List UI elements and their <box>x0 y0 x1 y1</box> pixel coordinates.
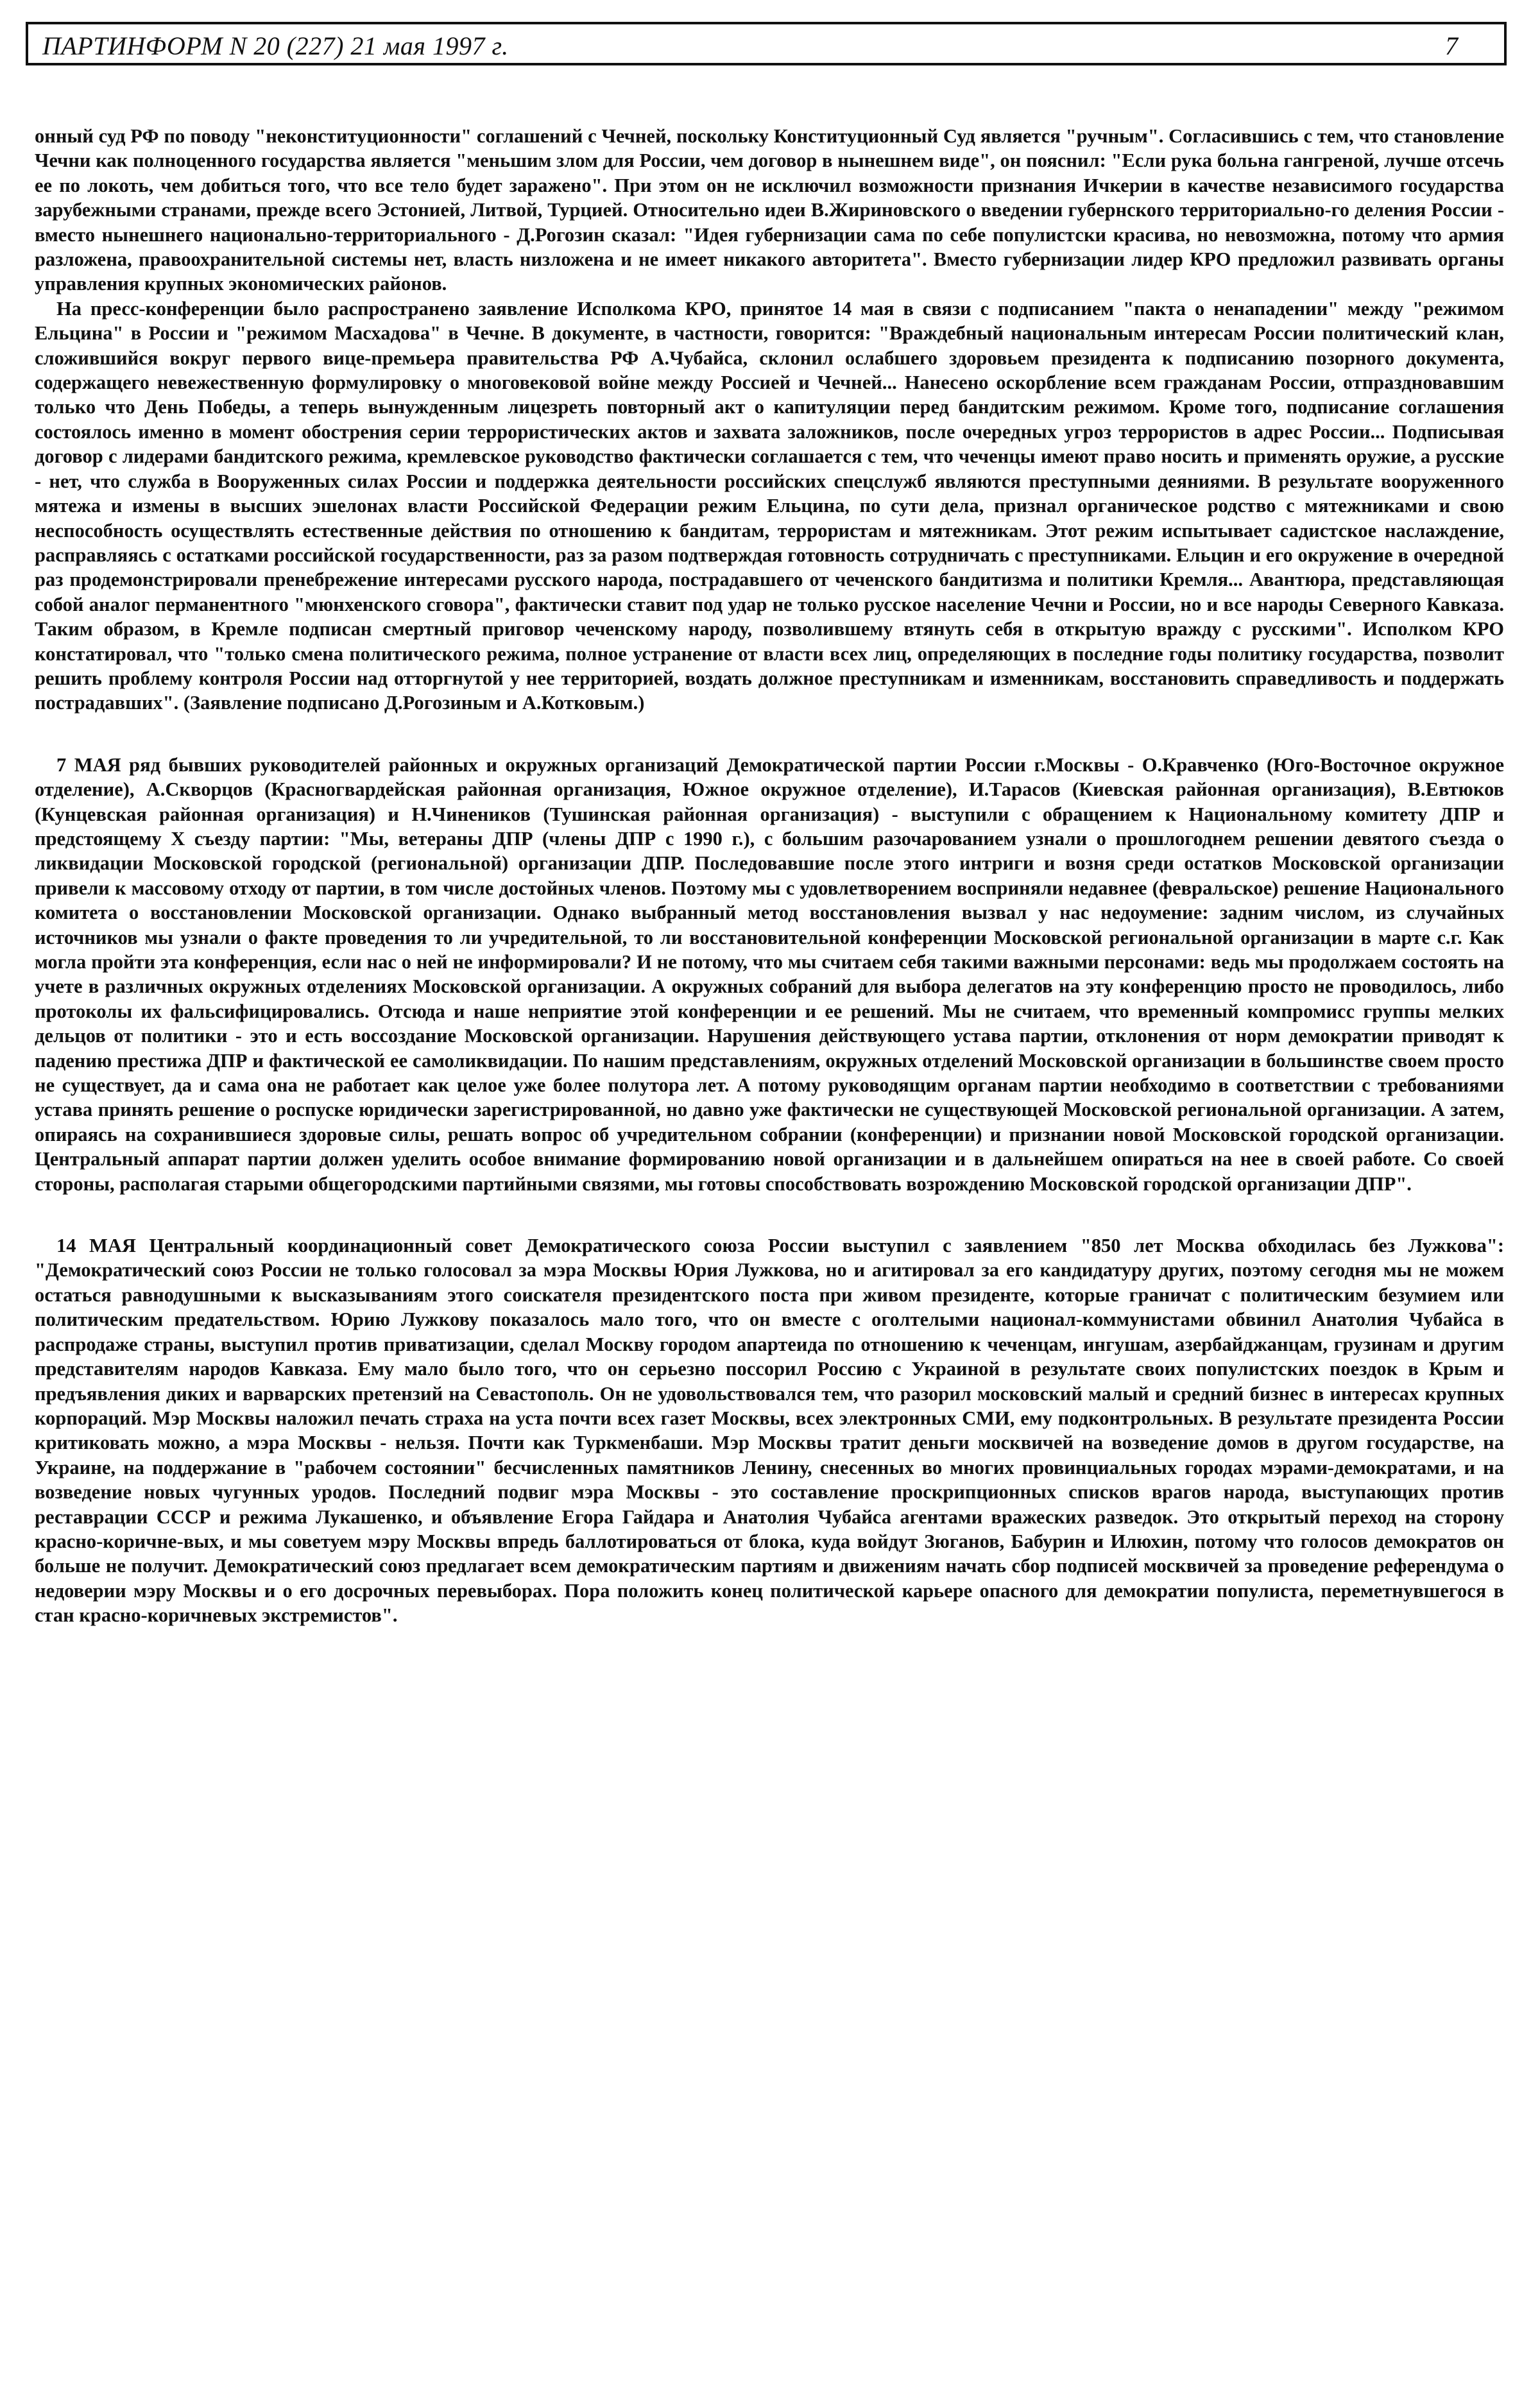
page-header <box>26 22 1507 65</box>
paragraph-ds-statement: 14 МАЯ Центральный координационный совет Демократического союза России выступил с заявлением "850 лет Москва обходилась без Лужкова": "Демократический союз России не только голосовал за мэра Москвы Юрия Лужкова, но и агитировал за его кандидатуру других, поэтому сегодня мы не можем остаться равнодушными к высказываниям этого соискателя президентского поста при живом президенте, которые граничат с политическим безумием или политическим предательством. Юрию Лужкову показалось мало того, что он вместе с оголтелыми национал-коммунистами обвинил Анатолия Чубайса в распродаже страны, выступил против приватизации, сделал Москву городом апартеида по отношению к чеченцам, ингушам, азербайджанцам, грузинам и другим представителям народов Кавказа. Ему мало было того, что он серьезно поссорил Россию с Украиной в результате своих популистских поездок в Крым и предъявления диких и варварских претензий на Севастополь. Он не удовольствовался тем, что разорил московский малый и средний бизнес в интересах крупных корпораций. Мэр Москвы наложил печать страха на уста почти всех газет Москвы, всех электронных СМИ, ему подконтрольных. В результате президента России критиковать можно, а мэра Москвы - нельзя. Почти как Туркменбаши. Мэр Москвы тратит деньги москвичей на возведение домов в другом государстве, на Украине, на поддержание в "рабочем состоянии" бесчисленных памятников Ленину, снесенных во многих провинциальных городах мэрами-демократами, и на возведение новых чугунных уродов. Последний подвиг мэра Москвы - это составление проскрипционных списков врагов народа, выступающих против реставрации СССР и режима Лукашенко, и объявление Егора Гайдара и Анатолия Чубайса агентами вражеских разведок. Это открытый переход на сторону красно-коричне-вых, и мы советуем мэру Москвы впредь баллотироваться от блока, куда войдут Зюганов, Бабурин и Илюхин, потому что голосов демократов он больше не получит. Демократический союз предлагает всем демократическим партиям и движениям начать сбор подписей москвичей за проведение референдума о недоверии мэру Москвы и о его досрочных перевыборах. Пора положить конец политической карьере опасного для демократии популиста, переметнувшегося в стан красно-коричневых экстремистов". <box>35 1235 1504 1627</box>
paragraph-continuation: онный суд РФ по поводу "неконституционности" соглашений с Чечней, поскольку Конституционный Суд является "ручным". Согласившись с тем, что становление Чечни как полноценного государства является "меньшим злом для России, чем договор в нынешнем виде", он пояснил: "Если рука больна гангреной, лучше отсечь ее по локоть, чем добиться того, что все тело будет заражено". При этом он не исключил возможности признания Ичкерии в качестве независимого государства зарубежными странами, прежде всего Эстонией, Литвой, Турцией. Относительно идеи В.Жириновского о введении губернского территориально-го деления России - вместо нынешнего национально-территориального - Д.Рогозин сказал: "Идея губернизации сама по себе популистски красива, но невозможна, потому что армия разложена, правоохранительной системы нет, власть низложена и не имеет никакого авторитета". Вместо губернизации лидер КРО предложил развивать органы управления крупных экономических районов. <box>35 125 1504 295</box>
paragraph-dpr-appeal: 7 МАЯ ряд бывших руководителей районных и окружных организаций Демократической партии России г.Москвы - О.Кравченко (Юго-Восточное окружное отделение), А.Скворцов (Красногвардейская районная организация, Южное окружное отделение), И.Тарасов (Киевская районная организация), В.Евтюков (Кунцевская районная организация) и Н.Чинеников (Тушинская районная организация) - выступили с обращением к Национальному комитету ДПР и предстоящему X съезду партии: "Мы, ветераны ДПР (члены ДПР с 1990 г.), с большим разочарованием узнали о прошлогоднем решении девятого съезда о ликвидации Московской городской (региональной) организации ДПР. Последовавшие после этого интриги и возня среди остатков Московской организации привели к массовому отходу от партии, в том числе достойных членов. Поэтому мы с удовлетворением восприняли недавнее (февральское) решение Национального комитета о восстановлении Московской организации. Однако выбранный метод восстановления вызвал у нас недоумение: задним числом, из случайных источников мы узнали о факте проведения то ли учредительной, то ли восстановительной конференции Московской региональной организации в марте с.г. Как могла пройти эта конференция, если нас о ней не информировали? И не потому, что мы считаем себя такими важными персонами: ведь мы продолжаем состоять на учете в различных окружных отделениях Московской организации. А окружных собраний для выбора делегатов на эту конференцию просто не проводилось, либо протоколы их фальсифицировались. Отсюда и наше неприятие этой конференции и ее решений. Мы не считаем, что временный компромисс группы мелких дельцов от политики - это и есть воссоздание Московской организации. Нарушения действующего устава партии, отклонения от норм демократии приводят к падению престижа ДПР и фактической ее самоликвидации. По нашим представлениям, окружных отделений Московской организации в большинстве своем просто не существует, да и сама она не работает как целое уже более полутора лет. А потому руководящим органам партии необходимо в соответствии с требованиями устава принять решение о роспуске юридически зарегистрированной, но давно уже фактически не существующей Московской региональной организации. А затем, опираясь на сохранившиеся здоровые силы, решать вопрос об учредительном собрании (конференции) и признании новой Московской городской организации. Центральный аппарат партии должен уделить особое внимание формированию новой организации и в дальнейшем опираться на нее в своей работе. Со своей стороны, располагая старыми общегородскими партийными связями, мы готовы способствовать возрождению Московской городской организации ДПР". <box>35 753 1504 1195</box>
article-body <box>35 124 1504 1628</box>
paragraph-kro-statement: На пресс-конференции было распространено заявление Исполкома КРО, принятое 14 мая в связи с подписанием "пакта о ненападении" между "режимом Ельцина" в России и "режимом Масхадова" в Чечне. В документе, в частности, говорится: "Враждебный национальным интересам России политический клан, сложившийся вокруг первого вице-премьера правительства РФ А.Чубайса, склонил ослабшего здоровьем президента к подписанию позорного документа, содержащего невежественную формулировку о многовековой войне между Россией и Чечней... Нанесено оскорбление всем гражданам России, отпраздновавшим только что День Победы, а теперь вынужденным лицезреть повторный акт о капитуляции перед бандитским режимом. Кроме того, подписание соглашения состоялось именно в момент обострения серии террористических актов и захвата заложников, после очередных угроз террористов в адрес России... Подписывая договор с лидерами бандитского режима, кремлевское руководство фактически соглашается с тем, что чеченцы имеют право носить и применять оружие, а русские - нет, что служба в Вооруженных силах России и поддержка деятельности российских спецслужб являются преступными деяниями. В результате вооруженного мятежа и измены в высших эшелонах власти Российской Федерации режим Ельцина, по сути дела, признал органическое родство с мятежниками и свою неспособность осуществлять естественные действия по отношению к бандитам, террористам и мятежникам. Этот режим испытывает садистское наслаждение, расправляясь с остатками российской государственности, раз за разом подтверждая готовность сотрудничать с преступниками. Ельцин и его окружение в очередной раз продемонстрировали пренебрежение интересами русского народа, пострадавшего от чеченского бандитизма и политики Кремля... Авантюра, представляющая собой аналог перманентного "мюнхенского сговора", фактически ставит под удар не только русское население Чечни и России, но и все народы Северного Кавказа. Таким образом, в Кремле подписан смертный приговор чеченскому народу, позволившему втянуть себя в открытую вражду с русскими". Исполком КРО констатировал, что "только смена политического режима, полное устранение от власти всех лиц, определяющих в последние годы политику государства, позволит решить проблему контроля России над отторгнутой у нее территорией, воздать должное преступникам и изменникам, восстановить справедливость и поддержать пострадавших". (Заявление подписано Д.Рогозиным и А.Котковым.) <box>35 297 1504 714</box>
page-number: 7 <box>1445 31 1458 60</box>
publication-title: ПАРТИНФОРМ N 20 (227) 21 мая 1997 г. <box>42 31 509 60</box>
